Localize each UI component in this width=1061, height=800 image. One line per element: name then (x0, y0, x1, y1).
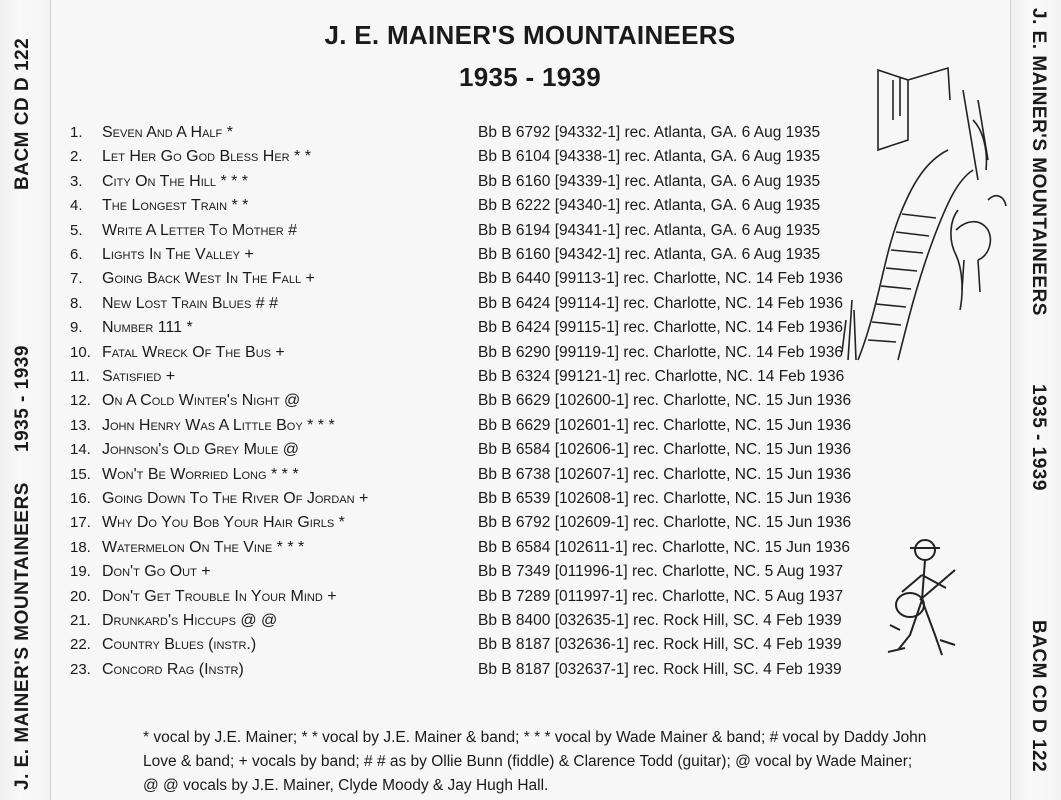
track-recording-info: Bb B 6792 [94332-1] rec. Atlanta, GA. 6 Aug 1935 (478, 124, 821, 141)
track-number: 19. (70, 563, 91, 581)
track-recording-info: Bb B 6440 [99113-1] rec. Charlotte, NC. 14 Feb 1936 (478, 270, 844, 288)
track-row (70, 124, 820, 148)
track-title: Fatal Wreck Of The Bus + (102, 343, 285, 361)
track-title: Johnson's Old Grey Mule @ (102, 441, 299, 459)
track-recording-info: Bb B 8400 [032635-1] rec. Rock Hill, SC. 4 Feb 1939 (478, 612, 842, 629)
track-title: New Lost Train Blues # # (102, 294, 278, 312)
track-title: The Longest Train * * (102, 197, 249, 215)
track-recording-info: Bb B 6584 [102611-1] rec. Charlotte, NC. 15 Jun 1936 (478, 538, 850, 556)
track-number: 16. (70, 490, 91, 507)
track-recording-info: Bb B 6738 [102607-1] rec. Charlotte, NC. 15 Jun 1936 (478, 465, 852, 483)
track-title: Don't Get Trouble In Your Mind + (102, 587, 337, 605)
track-title: Watermelon On The Vine * * * (102, 538, 305, 556)
track-title: Country Blues (instr.) (102, 636, 257, 654)
track-title: Lights In The Valley + (102, 246, 254, 263)
track-number: 17. (70, 514, 91, 532)
track-recording-info: Bb B 6629 [102600-1] rec. Charlotte, NC. 15 Jun 1936 (478, 392, 852, 410)
track-row (70, 466, 851, 490)
right-spine-catalog: BACM CD D 122 (1028, 620, 1049, 773)
track-number: 8. (70, 294, 83, 312)
track-title: Number 111 * (102, 319, 193, 337)
track-recording-info: Bb B 6584 [102606-1] rec. Charlotte, NC. 15 Jun 1936 (478, 441, 852, 459)
track-recording-info: Bb B 7289 [011997-1] rec. Charlotte, NC. 5 Aug 1937 (478, 587, 844, 605)
track-title: Concord Rag (Instr) (102, 660, 244, 678)
track-number: 15. (70, 465, 91, 483)
track-recording-info: Bb B 6424 [99115-1] rec. Charlotte, NC. 14 Feb 1936 (478, 319, 844, 337)
track-row (70, 539, 850, 563)
right-spine-years: 1935 - 1939 (1028, 384, 1049, 491)
track-number: 21. (70, 612, 91, 629)
track-number: 13. (70, 416, 91, 434)
track-row (70, 563, 843, 587)
track-number: 7. (70, 270, 83, 288)
track-title: Going Back West In The Fall + (102, 270, 315, 288)
track-number: 11. (70, 368, 90, 385)
page-title: J. E. MAINER'S MOUNTAINEERS (324, 20, 736, 50)
track-recording-info: Bb B 6194 [94341-1] rec. Atlanta, GA. 6 Aug 1935 (478, 221, 821, 239)
track-title: Seven And A Half * (102, 124, 233, 141)
track-number: 6. (70, 246, 83, 263)
track-number: 5. (70, 221, 83, 239)
track-title: Going Down To The River Of Jordan + (102, 490, 369, 507)
track-recording-info: Bb B 6160 [94339-1] rec. Atlanta, GA. 6 Aug 1935 (478, 172, 821, 190)
track-row (70, 392, 851, 416)
vocal-notes-line: Love & band; + vocals by band; # # as by Ollie Bunn (fiddle) & Clarence Todd (guitar); @ vocal by Wade Mainer; (143, 753, 913, 770)
track-recording-info: Bb B 6290 [99119-1] rec. Charlotte, NC. 14 Feb 1936 (478, 343, 844, 361)
track-number: 2. (70, 148, 83, 166)
track-title: On A Cold Winter's Night @ (102, 392, 301, 410)
years-subtitle: 1935 - 1939 (458, 62, 602, 92)
track-recording-info: Bb B 6539 [102608-1] rec. Charlotte, NC. 15 Jun 1936 (478, 490, 852, 507)
track-row (70, 173, 820, 197)
track-recording-info: Bb B 6324 [99121-1] rec. Charlotte, NC. 14 Feb 1936 (478, 368, 845, 385)
track-title: Don't Go Out + (102, 563, 211, 581)
track-number: 3. (70, 172, 83, 190)
right-spine (1010, 0, 1061, 800)
track-title: Drunkard's Hiccups @ @ (102, 612, 278, 629)
track-recording-info: Bb B 6792 [102609-1] rec. Charlotte, NC. 15 Jun 1936 (478, 514, 852, 532)
track-number: 4. (70, 197, 83, 215)
track-title: Won't Be Worried Long * * * (102, 465, 299, 483)
mountain-trail-illustration (838, 60, 1008, 380)
track-title: Write A Letter To Mother # (102, 221, 298, 239)
track-title: Let Her Go God Bless Her * * (102, 148, 311, 166)
track-recording-info: Bb B 8187 [032637-1] rec. Rock Hill, SC. 4 Feb 1939 (478, 660, 842, 678)
track-row (70, 417, 851, 441)
track-row (70, 148, 820, 172)
track-row (70, 319, 843, 343)
track-recording-info: Bb B 6424 [99114-1] rec. Charlotte, NC. 14 Feb 1936 (478, 294, 844, 312)
track-row (70, 661, 842, 685)
track-recording-info: Bb B 6222 [94340-1] rec. Atlanta, GA. 6 Aug 1935 (478, 197, 821, 215)
banjo-player-illustration (880, 530, 970, 670)
track-row (70, 246, 820, 270)
left-spine-artist: J. E. MAINER'S MOUNTAINEERS (12, 482, 33, 790)
track-number: 18. (70, 538, 91, 556)
track-row (70, 270, 843, 294)
track-title: Satisfied + (102, 368, 176, 385)
track-row (70, 588, 843, 612)
track-number: 14. (70, 441, 91, 459)
track-number: 10. (70, 343, 91, 361)
track-number: 12. (70, 392, 91, 410)
track-row (70, 612, 842, 636)
track-row (70, 222, 820, 246)
track-number: 1. (70, 124, 83, 141)
left-spine-catalog: BACM CD D 122 (12, 37, 33, 190)
left-spine-years: 1935 - 1939 (12, 345, 33, 452)
track-recording-info: Bb B 8187 [032636-1] rec. Rock Hill, SC. 4 Feb 1939 (478, 636, 842, 654)
track-row (70, 368, 844, 392)
track-number: 9. (70, 319, 83, 337)
track-row (70, 490, 851, 514)
track-number: 20. (70, 587, 91, 605)
vocal-notes-line: @ @ vocals by J.E. Mainer, Clyde Moody & Jay Hugh Hall. (143, 777, 549, 794)
vocal-notes (143, 726, 963, 798)
track-number: 22. (70, 636, 91, 654)
track-recording-info: Bb B 6629 [102601-1] rec. Charlotte, NC. 15 Jun 1936 (478, 416, 852, 434)
track-recording-info: Bb B 6104 [94338-1] rec. Atlanta, GA. 6 Aug 1935 (478, 148, 821, 166)
track-title: City On The Hill * * * (102, 172, 249, 190)
right-spine-artist: J. E. MAINER'S MOUNTAINEERS (1028, 8, 1049, 316)
track-title: Why Do You Bob Your Hair Girls * (102, 514, 345, 532)
track-row (70, 441, 851, 465)
vocal-notes-line: * vocal by J.E. Mainer; * * vocal by J.E. Mainer & band; * * * vocal by Wade Mainer & band; # vocal by Daddy John (143, 729, 927, 746)
track-row (70, 197, 820, 221)
track-row (70, 514, 851, 538)
track-recording-info: Bb B 7349 [011996-1] rec. Charlotte, NC. 5 Aug 1937 (478, 563, 844, 581)
track-recording-info: Bb B 6160 [94342-1] rec. Atlanta, GA. 6 Aug 1935 (478, 246, 821, 263)
track-row (70, 344, 843, 368)
track-title: John Henry Was A Little Boy * * * (102, 416, 335, 434)
left-spine (0, 0, 51, 800)
track-row (70, 295, 843, 319)
track-row (70, 636, 842, 660)
track-number: 23. (70, 660, 91, 678)
